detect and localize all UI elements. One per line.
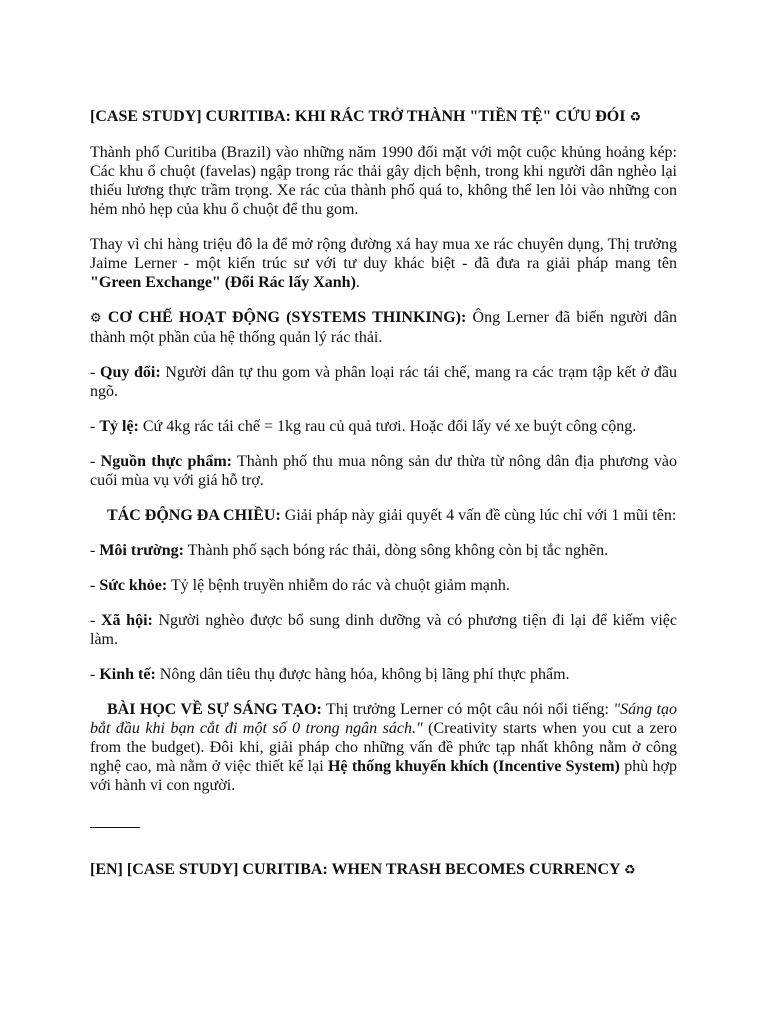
mechanism-text: Ông Lerner đã biến người dân thành một phần của hệ thống quản lý rác thải. bbox=[90, 309, 678, 346]
item-label: Xã hội: bbox=[100, 612, 153, 629]
item-dash: - bbox=[90, 577, 100, 594]
impact-heading: TÁC ĐỘNG ĐA CHIỀU: bbox=[107, 507, 281, 524]
lesson-heading: BÀI HỌC VỀ SỰ SÁNG TẠO: bbox=[107, 701, 322, 718]
lesson-quote: "Sáng tạo bắt đầu khi bạn cắt đi một số 0 trong ngân sách." bbox=[90, 701, 677, 737]
intro-paragraph: Thành phố Curitiba (Brazil) vào những năm 1990 đối mặt với một cuộc khủng hoảng kép: Các khu ổ chuột (favelas) ngập trong rác thải gây dịch bệnh, trong khi người dân nghèo lại thiếu lương thực trầm trọng. Xe rác của thành phố quá to, không thể len lỏi vào những con hẻm nhỏ hẹp của khu ổ chuột để thu gom. bbox=[90, 144, 677, 218]
title-en bbox=[90, 860, 677, 880]
item-dash: - bbox=[90, 418, 100, 435]
solution-text: Thay vì chi hàng triệu đô la để mở rộng đường xá hay mua xe rác chuyên dụng, Thị trưởng Jaime Lerner - một kiến trúc sư với tư duy khác biệt - đã đưa ra giải pháp mang tên bbox=[90, 236, 677, 272]
mechanism-paragraph bbox=[90, 308, 677, 347]
impact-item bbox=[90, 576, 677, 595]
mechanism-item bbox=[90, 452, 677, 490]
item-label: Tỷ lệ: bbox=[99, 418, 139, 435]
lesson-text: (Creativity starts when you cut a zero from the budget). Đôi khi, giải pháp cho những vấn đề phức tạp nhất không nằm ở công nghệ cao, mà nằm ở việc thiết kế lại bbox=[90, 720, 678, 775]
item-label: Quy đổi: bbox=[100, 364, 161, 381]
item-dash: - bbox=[90, 666, 100, 683]
mechanism-item bbox=[90, 417, 677, 436]
solution-name: "Green Exchange" (Đổi Rác lấy Xanh) bbox=[90, 274, 356, 291]
document-page bbox=[90, 107, 677, 896]
impact-item bbox=[90, 611, 677, 649]
item-label: Nguồn thực phẩm: bbox=[100, 453, 232, 470]
solution-end: . bbox=[355, 274, 360, 291]
title-en-text: [EN] [CASE STUDY] CURITIBA: WHEN TRASH BECOMES CURRENCY bbox=[90, 861, 620, 878]
mechanism-heading: CƠ CHẾ HOẠT ĐỘNG (SYSTEMS THINKING): bbox=[107, 309, 467, 326]
lesson-bold: Hệ thống khuyến khích (Incentive System) bbox=[327, 758, 620, 775]
title-vi bbox=[90, 107, 677, 127]
item-text: Tỷ lệ bệnh truyền nhiễm do rác và chuột giảm mạnh. bbox=[167, 577, 510, 594]
mechanism-item bbox=[90, 363, 677, 401]
recycle-icon: ♻ bbox=[624, 863, 636, 878]
impact-item bbox=[90, 665, 677, 684]
item-label: Môi trường: bbox=[99, 542, 184, 559]
lesson-text: phù hợp với hành vi con người. bbox=[90, 758, 677, 794]
item-text: Nông dân tiêu thụ được hàng hóa, không bị lãng phí thực phẩm. bbox=[155, 666, 570, 683]
recycle-icon: ♻ bbox=[629, 110, 642, 125]
section-divider bbox=[90, 827, 140, 828]
item-text: Thành phố sạch bóng rác thải, dòng sông không còn bị tắc nghẽn. bbox=[184, 542, 609, 559]
item-label: Sức khỏe: bbox=[99, 577, 168, 594]
title-vi-text: [CASE STUDY] CURITIBA: KHI RÁC TRỞ THÀNH "TIỀN TỆ" CỨU ĐÓI bbox=[90, 108, 626, 125]
impact-item bbox=[90, 541, 677, 560]
impact-paragraph bbox=[90, 506, 677, 525]
lesson-text: Thị trưởng Lerner có một câu nói nổi tiếng: bbox=[321, 701, 614, 718]
item-dash: - bbox=[90, 453, 101, 470]
item-dash: - bbox=[90, 542, 100, 559]
item-dash: - bbox=[90, 364, 101, 381]
item-text: Thành phố thu mua nông sản dư thừa từ nông dân địa phương vào cuối mùa vụ với giá hỗ trợ. bbox=[90, 453, 678, 489]
item-text: Người dân tự thu gom và phân loại rác tái chế, mang ra các trạm tập kết ở đầu ngõ. bbox=[90, 364, 678, 400]
impact-text: Giải pháp này giải quyết 4 vấn đề cùng lúc chỉ với 1 mũi tên: bbox=[280, 507, 677, 524]
item-dash: - bbox=[90, 612, 101, 629]
item-label: Kinh tế: bbox=[99, 666, 156, 683]
lesson-paragraph bbox=[90, 700, 677, 795]
gear-icon: ⚙ bbox=[90, 311, 102, 326]
item-text: Người nghèo được bổ sung dinh dưỡng và có phương tiện đi lại để kiếm việc làm. bbox=[90, 612, 678, 648]
solution-paragraph bbox=[90, 235, 677, 292]
item-text: Cứ 4kg rác tái chế = 1kg rau củ quả tươi. Hoặc đổi lấy vé xe buýt công cộng. bbox=[138, 418, 637, 435]
